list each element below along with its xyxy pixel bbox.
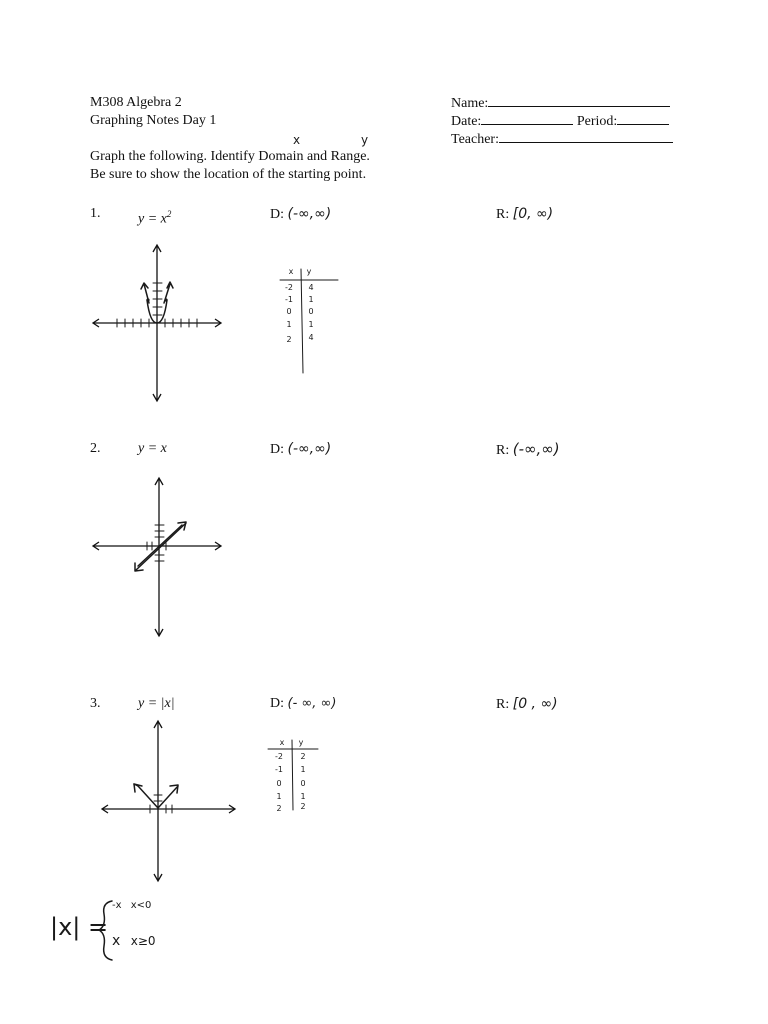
piecewise-lhs: |x| = <box>50 913 109 941</box>
problem-2-graph <box>90 475 225 640</box>
problem-1-range <box>496 205 553 224</box>
problem-1-exponent: 2 <box>166 209 172 219</box>
problem-2-range <box>496 440 560 460</box>
problem-3-range <box>496 695 558 714</box>
problem-1-table <box>280 265 350 375</box>
table-cell: 2 <box>276 804 282 813</box>
notes-subtitle: Graphing Notes Day 1 <box>90 113 217 128</box>
table-cell: 0 <box>286 307 292 316</box>
problem-1-number: 1. <box>90 206 101 221</box>
problem-2-domain-label: D: <box>270 442 284 457</box>
problem-2-domain <box>270 440 331 459</box>
table-cell: 1 <box>300 765 306 774</box>
name-blank <box>488 94 670 107</box>
handwritten-x-note: x <box>293 133 301 147</box>
table-cell: 2 <box>300 752 306 761</box>
piecewise-case-2 <box>112 933 156 949</box>
table-cell: 2 <box>286 335 292 344</box>
name-field <box>451 94 670 113</box>
table-header-y: y <box>298 738 304 747</box>
date-period-field <box>451 112 669 131</box>
problem-3-domain-label: D: <box>270 696 284 711</box>
period-blank <box>617 112 669 125</box>
piecewise-case-2-expr: x <box>112 933 121 949</box>
problem-1-equation-lhs: y = x <box>138 211 167 227</box>
name-label: Name: <box>451 96 489 111</box>
table-header-x: x <box>279 738 285 747</box>
instructions-line-1: Graph the following. Identify Domain and Range. <box>90 149 370 164</box>
problem-1-equation <box>138 205 171 229</box>
piecewise-case-1-expr: -x <box>112 900 122 911</box>
date-label: Date: <box>451 114 482 129</box>
problem-3-graph <box>100 718 240 883</box>
problem-1-range-label: R: <box>496 207 510 222</box>
piecewise-case-1 <box>112 900 151 911</box>
problem-3-range-label: R: <box>496 697 510 712</box>
problem-2-domain-value: (-∞,∞) <box>287 441 332 457</box>
table-cell: 1 <box>308 320 314 329</box>
table-cell: -2 <box>275 752 283 761</box>
table-cell: 1 <box>308 295 314 304</box>
problem-1-range-value: [0, ∞) <box>512 206 554 222</box>
teacher-blank <box>499 130 673 143</box>
teacher-label: Teacher: <box>451 132 499 147</box>
piecewise-case-1-cond: x<0 <box>130 900 152 911</box>
problem-2-range-label: R: <box>496 443 510 458</box>
problem-3-number: 3. <box>90 696 101 711</box>
problem-3-domain-value: (- ∞, ∞) <box>287 696 337 711</box>
table-cell: -1 <box>275 765 283 774</box>
problem-3-equation: y = |x| <box>138 696 175 711</box>
problem-1-domain-label: D: <box>270 207 284 222</box>
problem-1-domain-value: (-∞,∞) <box>287 206 332 222</box>
instructions-line-2: Be sure to show the location of the starting point. <box>90 167 367 182</box>
table-cell: 1 <box>300 792 306 801</box>
table-cell: 4 <box>308 333 314 342</box>
date-blank <box>481 112 573 125</box>
table-cell: 4 <box>308 283 314 292</box>
problem-2-range-value: (-∞,∞) <box>512 440 560 458</box>
problem-3-table <box>268 738 328 818</box>
problem-2-number: 2. <box>90 441 101 456</box>
table-cell: 2 <box>300 802 306 811</box>
table-header-x: x <box>288 267 294 276</box>
table-cell: 1 <box>286 320 292 329</box>
table-cell: 0 <box>276 779 282 788</box>
table-cell: -1 <box>285 295 293 304</box>
problem-3-range-value: [0 , ∞) <box>512 696 558 712</box>
table-cell: 1 <box>276 792 282 801</box>
handwritten-y-note: y <box>361 133 369 147</box>
problem-2-equation: y = x <box>138 441 167 456</box>
table-cell: 0 <box>300 779 306 788</box>
table-cell: -2 <box>285 283 293 292</box>
period-label: Period: <box>576 114 618 129</box>
table-cell: 0 <box>308 307 314 316</box>
problem-3-domain <box>270 695 336 713</box>
table-header-y: y <box>306 267 312 276</box>
piecewise-case-2-cond: x≥0 <box>130 934 156 948</box>
problem-1-graph <box>90 240 225 405</box>
teacher-field <box>451 130 673 149</box>
course-title: M308 Algebra 2 <box>90 95 182 110</box>
problem-1-domain <box>270 205 331 224</box>
